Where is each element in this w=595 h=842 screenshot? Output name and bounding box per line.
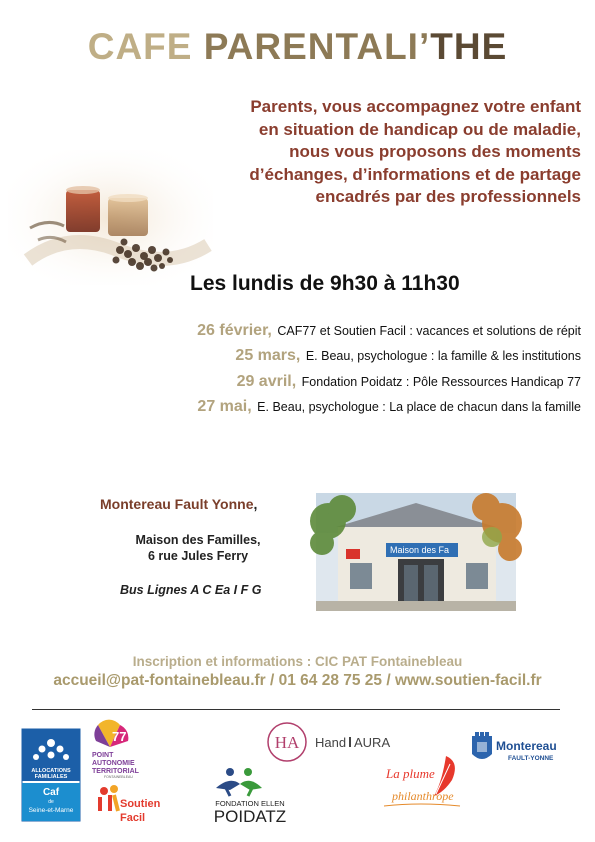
session-description: E. Beau, psychologue : la famille & les institutions: [305, 349, 581, 363]
schedule-heading: Les lundis de 9h30 à 11h30: [190, 272, 460, 295]
location-street: 6 rue Jules Ferry: [147, 549, 249, 563]
session-item: [197, 398, 581, 416]
plume-text: La plume: [386, 766, 435, 781]
session-description: CAF77 et Soutien Facil : vacances et solutions de répit: [277, 324, 581, 338]
location-comma: ,: [253, 496, 258, 512]
session-date: 26 février,: [197, 322, 272, 339]
location-city: [100, 496, 257, 512]
session-date: 29 avril,: [236, 373, 297, 390]
title-part-cafe: CAFE: [87, 26, 204, 67]
intro-line: encadrés par des professionnels: [315, 187, 581, 206]
poidatz-text: FONDATION ELLEN: [215, 799, 285, 808]
pat-text: AUTONOMIE: [92, 760, 135, 767]
la-plume-philanthrope-logo: [380, 752, 466, 812]
poidatz-text: POIDATZ: [213, 807, 287, 826]
registration-info: Inscription et informations : CIC PAT Fontainebleau: [132, 654, 463, 669]
session-description: E. Beau, psychologue : La place de chacun dans la famille: [257, 400, 581, 414]
pat-text: FONTAINEBLEAU: [104, 775, 133, 779]
session-date: 25 mars,: [235, 347, 301, 364]
intro-paragraph: [181, 96, 581, 209]
location-venue: Maison des Familles,: [135, 533, 261, 547]
bus-lines: Bus Lignes A C Ea I F G: [120, 583, 262, 597]
handaura-mark: HA: [274, 733, 300, 752]
pat-text: TERRITORIAL: [92, 768, 139, 775]
title-part-parentali: PARENTALI’: [203, 26, 431, 67]
handaura-logo: [265, 719, 395, 765]
montereau-logo: [470, 730, 566, 770]
caf-logo-text: Seine-et-Marne: [28, 807, 74, 814]
contact-details[interactable]: accueil@pat-fontainebleau.fr / 01 64 28 75 25 / www.soutien-facil.fr: [53, 672, 542, 689]
intro-line: Parents, vous accompagnez votre enfant: [250, 97, 581, 116]
location-address: [98, 532, 298, 564]
session-date: 27 mai,: [197, 398, 252, 415]
montereau-text: Montereau: [496, 739, 557, 753]
page-title: [0, 26, 595, 68]
intro-line: nous vous proposons des moments: [289, 142, 581, 161]
point-autonomie-territorial-logo: [90, 721, 168, 779]
session-item: [197, 322, 581, 340]
caf-logo-text: Caf: [42, 787, 60, 798]
location-city-name: Montereau Fault Yonne: [100, 496, 254, 512]
intro-line: d’échanges, d’informations et de partage: [249, 164, 581, 184]
caf-logo-text: FAMILIALES: [34, 774, 68, 780]
plume-text: philanthrope: [392, 789, 454, 803]
title-part-the: THE: [430, 26, 508, 67]
handaura-name: AURA: [354, 735, 391, 750]
fondation-poidatz-logo: [200, 766, 300, 824]
caf-logo-text: de: [48, 799, 54, 805]
session-item: [237, 373, 581, 391]
soutien-facil-logo: [94, 783, 161, 831]
session-item: [235, 347, 581, 365]
pat-number: 77: [112, 729, 127, 744]
montereau-text: FAULT-YONNE: [508, 755, 554, 762]
pat-text: POINT: [92, 752, 114, 759]
intro-line: en situation de handicap ou de maladie,: [258, 119, 581, 139]
handaura-name: Hand: [315, 735, 347, 750]
soutien-facil-text: Facil: [120, 812, 146, 824]
soutien-facil-text: Soutien: [120, 798, 161, 810]
caf-logo-text: ALLOCATIONS: [31, 768, 71, 774]
building-sign-text: Maison des Fa: [390, 545, 450, 555]
caf-logo: [22, 729, 80, 821]
session-description: Fondation Poidatz : Pôle Ressources Handicap 77: [301, 375, 581, 389]
tea-cups-photo: [8, 150, 213, 285]
maison-des-familles-photo: [316, 493, 516, 611]
divider: [32, 709, 560, 710]
